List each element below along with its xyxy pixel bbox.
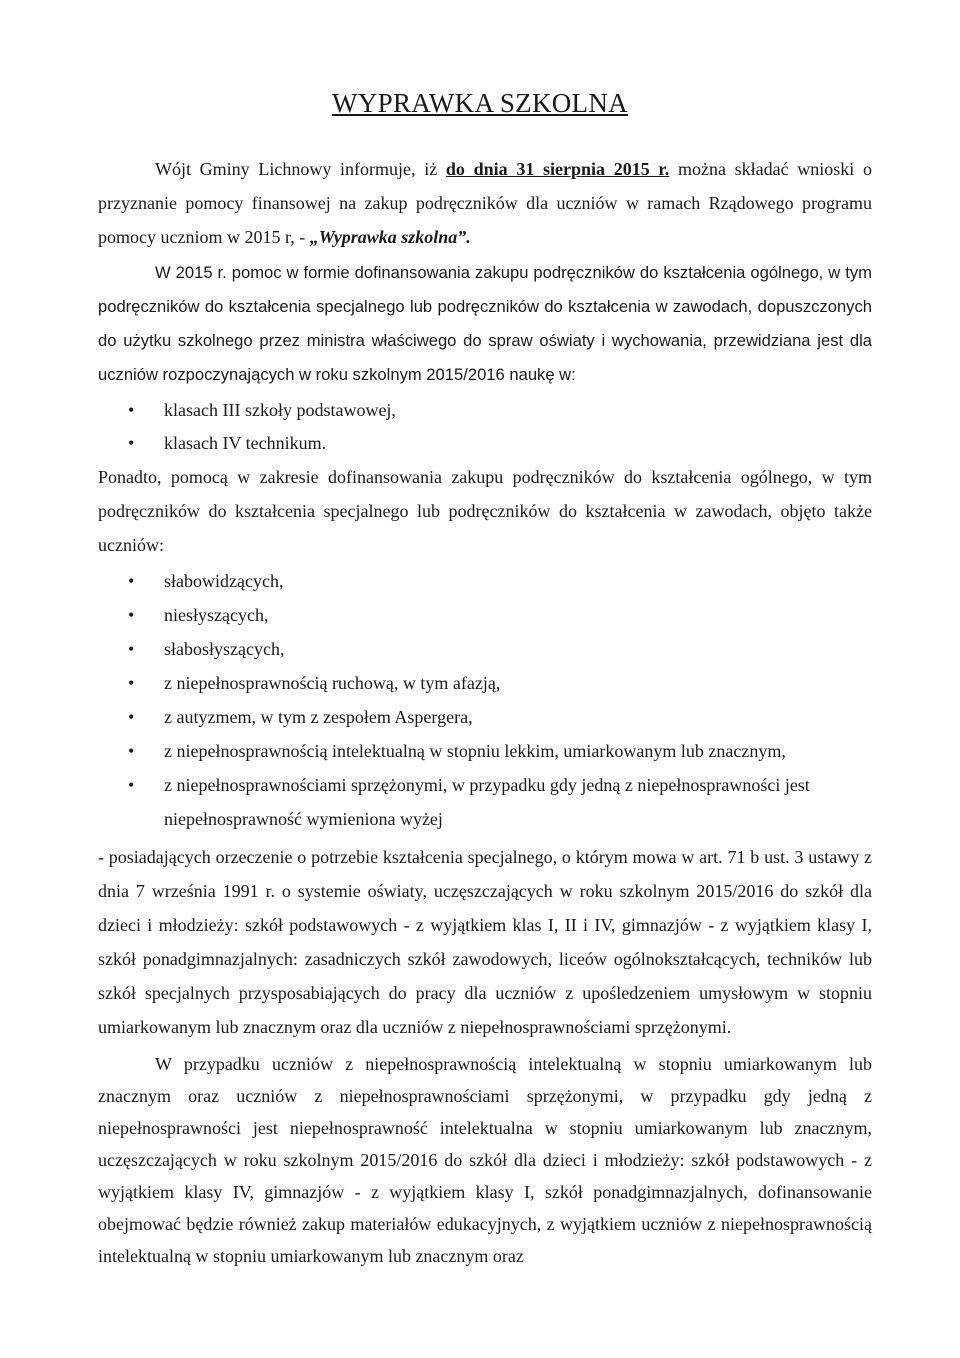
paragraph-educational-materials: W przypadku uczniów z niepełnosprawnością intelektualną w stopniu umiarkowanym lub znacznym oraz uczniów z niepełnosprawnościami sprzężonymi, w przypadku gdy jedną z niepełnosprawności jest niepełnosprawność intelektualna w stopniu umiarkowanym lub znacznym, uczęszczających w roku szkolnym 2015/2016 do szkół dla dzieci i młodzieży: szkół podstawowych - z wyjątkiem klasy IV, gimnazjów - z wyjątkiem klasy I, szkół ponadgimnazjalnych, dofinansowanie obejmować będzie również zakup materiałów edukacyjnych, z wyjątkiem uczniów z niepełnosprawnością intelektualną w stopniu umiarkowanym lub znacznym oraz [98,1054,872,1266]
intro-text-after: można składać wnioski o przyznanie pomocy finansowej na zakup podręczników dla uczniów w ramach Rządowego programu pomocy uczniom w 2015 r, - [98,159,872,247]
bullet-icon: • [128,571,135,591]
class-list [98,394,872,460]
list-item [98,564,872,598]
deadline-date: do dnia 31 sierpnia 2015 r. [445,159,670,179]
list-item-text: z niepełnosprawnością intelektualną w stopniu lekkim, umiarkowanym lub znacznym, [164,741,786,761]
list-item [98,666,872,700]
paragraph-eligibility: W 2015 r. pomoc w formie dofinansowania zakupu podręczników do kształcenia ogólnego, w tym podręczników do kształcenia specjalnego lub podręczników do kształcenia w zawodach, dopuszczonych do użytku szkolnego przez ministra właściwego do spraw oświaty i wychowania, przewidziana jest dla uczniów rozpoczynających w roku szkolnym 2015/2016 naukę w: [98,263,872,384]
list-item-text: z niepełnosprawnością ruchową, w tym afazją, [164,673,501,693]
list-item-text: słabowidzących, [164,571,284,591]
list-item-text: klasach IV technikum. [164,433,327,453]
program-name: „Wyprawka szkolna”. [309,227,471,247]
list-item-text: z autyzmem, w tym z zespołem Aspergera, [164,707,473,727]
bullet-icon: • [128,673,135,693]
paragraph-additional-students: Ponadto, pomocą w zakresie dofinansowania zakupu podręczników do kształcenia ogólnego, w tym podręczników do kształcenia specjalnego lub podręczników do kształcenia w zawodach, objęto także uczniów: [98,467,872,555]
list-item [98,768,872,836]
list-item [98,700,872,734]
list-item [98,427,872,460]
list-item-text: klasach III szkoły podstawowej, [164,400,396,420]
bullet-icon: • [128,605,135,625]
bullet-icon: • [128,639,135,659]
bullet-icon: • [128,400,135,420]
list-item [98,394,872,427]
list-item [98,734,872,768]
bullet-icon: • [128,707,135,727]
document-body [98,152,872,1272]
list-item-text: niesłyszących, [164,605,269,625]
bullet-icon: • [128,775,135,795]
list-item-text: z niepełnosprawnościami sprzężonymi, w przypadku gdy jedną z niepełnosprawności jest niepełnosprawność wymieniona wyżej [164,775,810,829]
bullet-icon: • [128,433,135,453]
disability-list [98,564,872,836]
list-item [98,598,872,632]
list-item [98,632,872,666]
document-title: WYPRAWKA SZKOLNA [332,88,628,118]
intro-paragraph [98,152,872,254]
paragraph-certificate-condition: - posiadających orzeczenie o potrzebie kształcenia specjalnego, o którym mowa w art. 71 b ust. 3 ustawy z dnia 7 września 1991 r. o systemie oświaty, uczęszczających w roku szkolnym 2015/2016 do szkół dla dzieci i młodzieży: szkół podstawowych - z wyjątkiem klas I, II i IV, gimnazjów - z wyjątkiem klasy I, szkół ponadgimnazjalnych: zasadniczych szkół zawodowych, liceów ogólnokształcących, techników lub szkół specjalnych przysposabiających do pracy dla uczniów z upośledzeniem umysłowym w stopniu umiarkowanym lub znacznym oraz dla uczniów z niepełnosprawnościami sprzężonymi. [98,847,872,1037]
bullet-icon: • [128,741,135,761]
intro-text-before: Wójt Gminy Lichnowy informuje, iż [155,159,446,179]
list-item-text: słabosłyszących, [164,639,285,659]
